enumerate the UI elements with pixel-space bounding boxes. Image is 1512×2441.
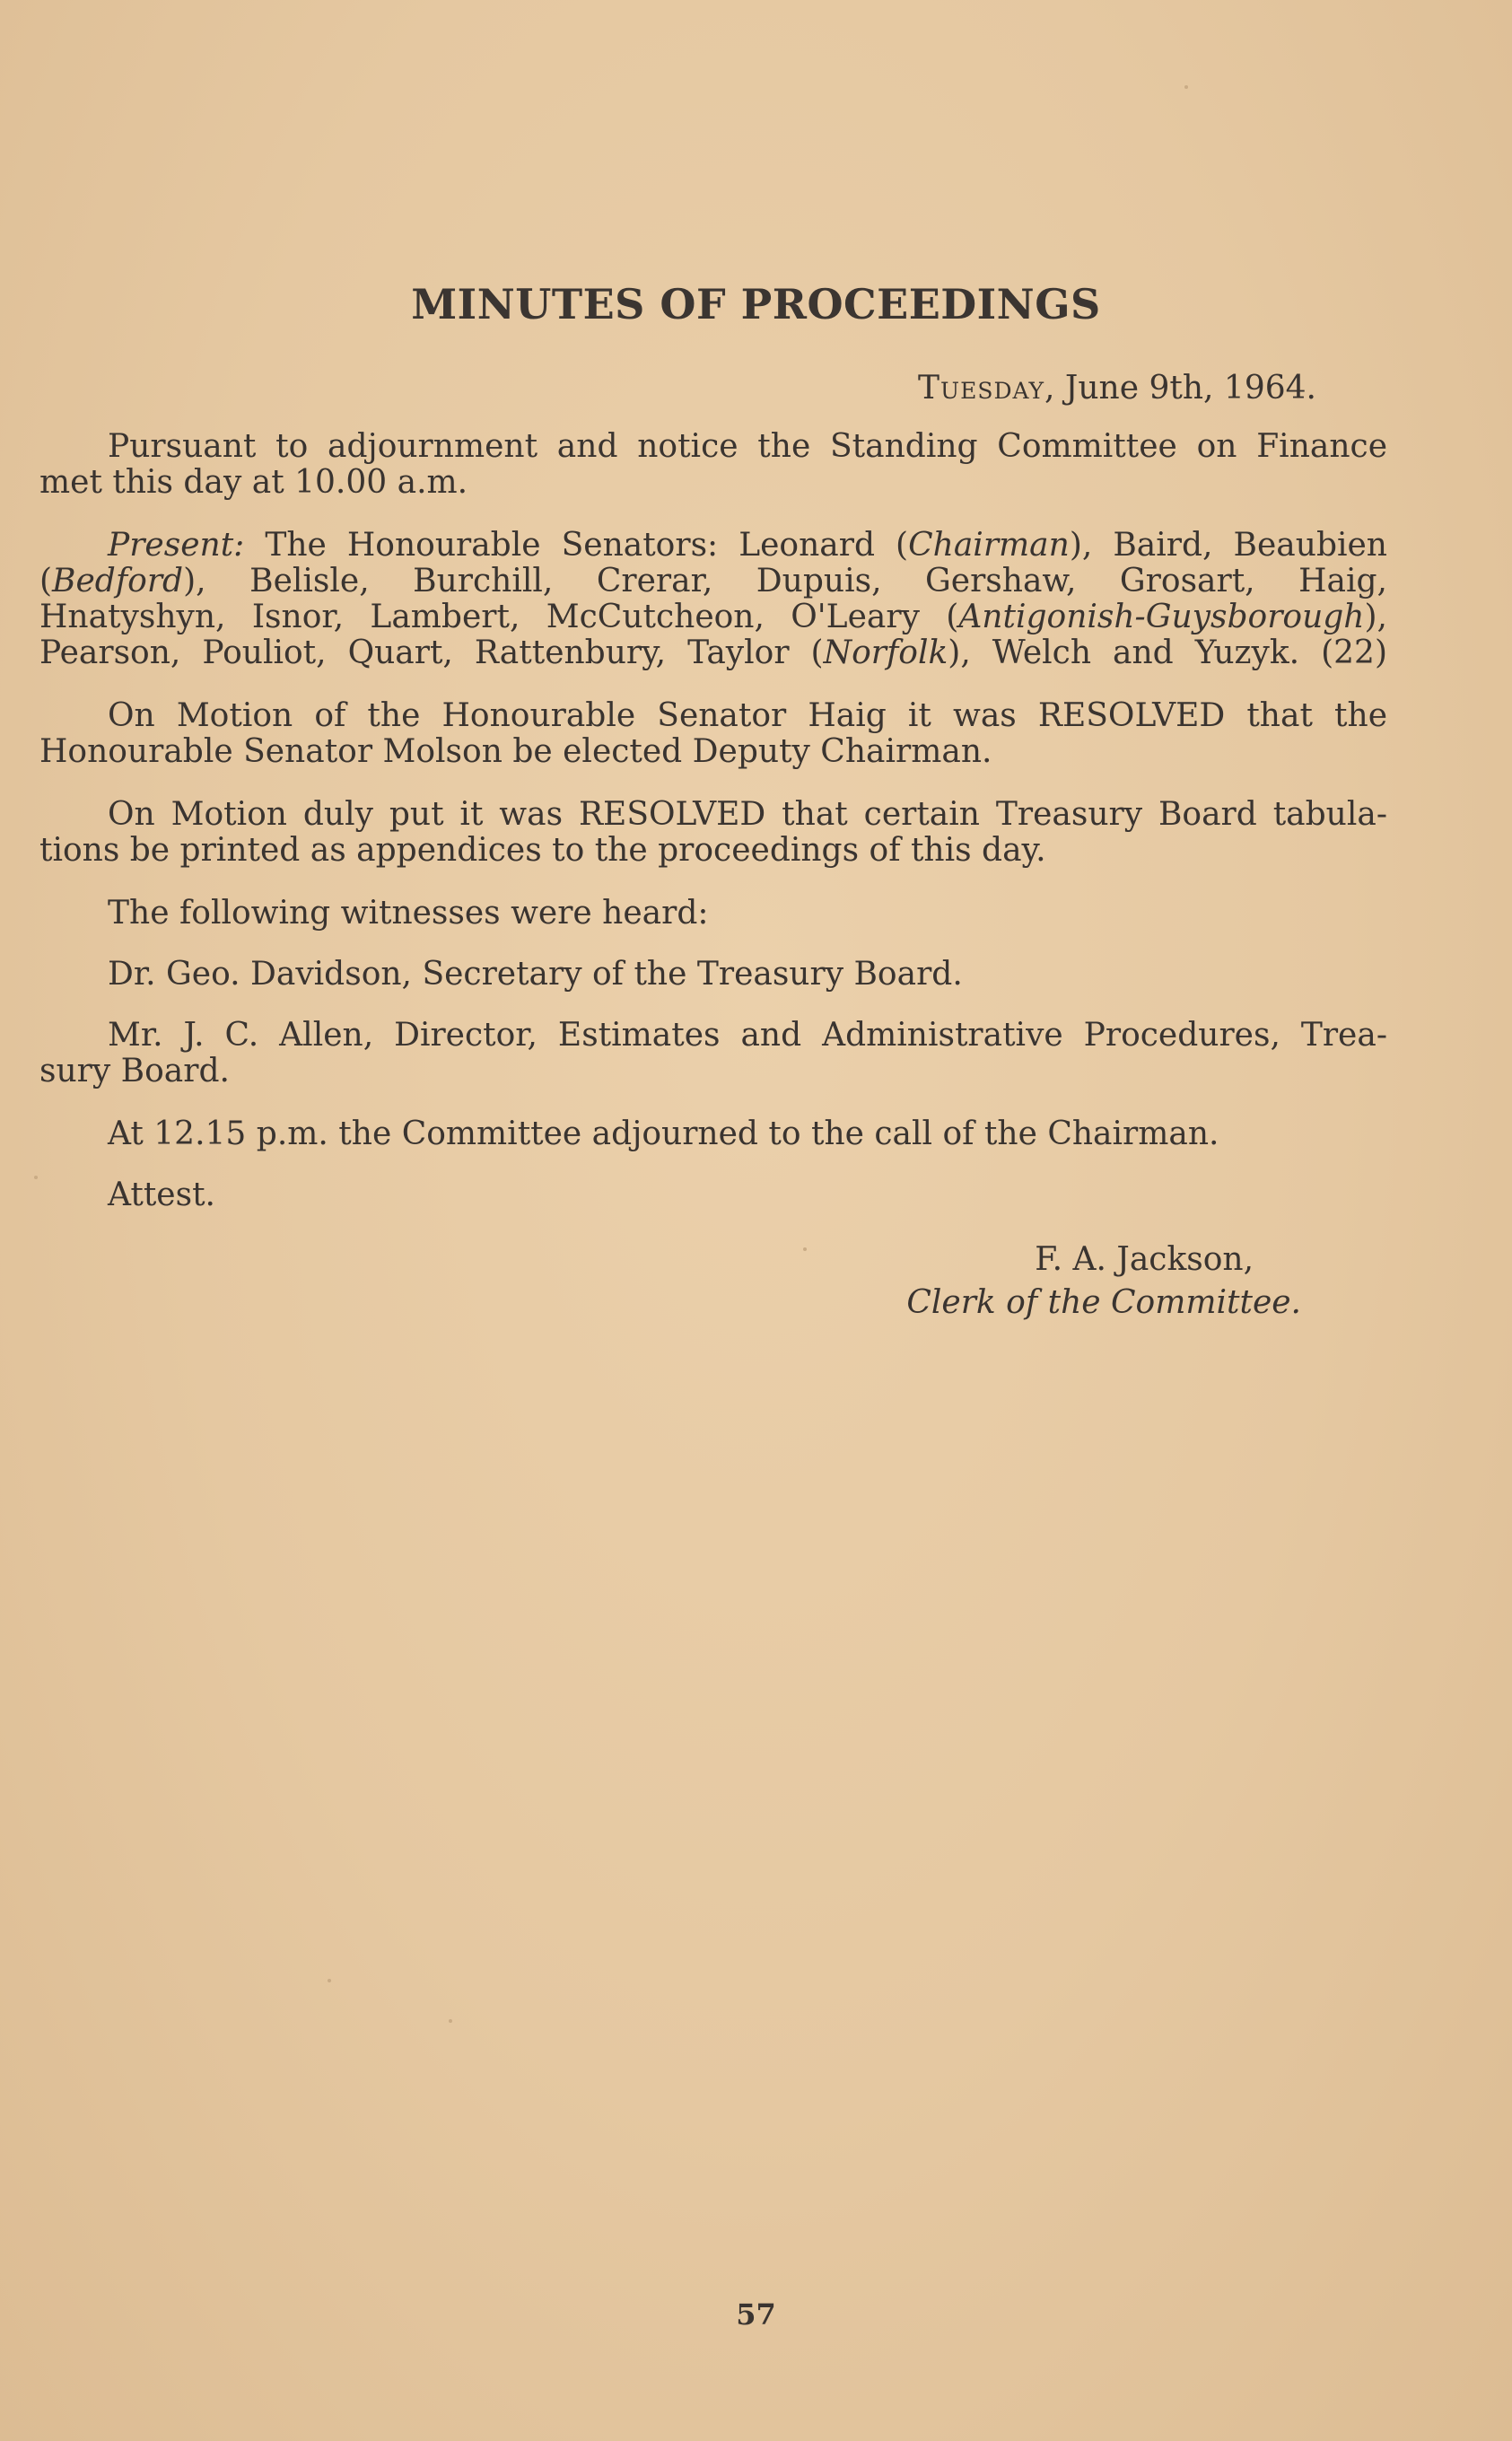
minutes-body [39,429,1387,1238]
witness-allen-line-1: Mr. J. C. Allen, Director, Estimates and Administrative Procedures, Trea- [108,1017,1387,1054]
present-line-4-a: Pearson, Pouliot, Quart, Rattenbury, Taylor ( [39,634,824,671]
present-line-1-a: The Honourable Senators: Leonard ( [244,527,909,564]
present-line-1-b: ), Baird, Beaubien [1069,527,1387,564]
paper-speck [1184,85,1188,89]
opening-line-1: Pursuant to adjournment and notice the Standing Committee on Finance [108,428,1387,465]
appendices-line-1: On Motion duly put it was RESOLVED that certain Treasury Board tabula- [108,796,1387,833]
present-line-2-b: ), Belisle, Burchill, Crerar, Dupuis, Gershaw, Grosart, Haig, [183,563,1387,599]
witness-davidson: Dr. Geo. Davidson, Secretary of the Treasury Board. [108,956,963,993]
present-line-4 [39,635,1387,671]
present-line-1 [39,528,1387,564]
deputy-chairman-paragraph [39,698,1387,770]
appendices-line-2: tions be printed as appendices to the proceedings of this day. [39,832,1046,869]
deputy-line-2: Honourable Senator Molson be elected Deputy Chairman. [39,733,992,770]
page-title: MINUTES OF PROCEEDINGS [411,280,1101,328]
deputy-line-1: On Motion of the Honourable Senator Haig it was RESOLVED that the [108,697,1387,734]
opening-line-2: met this day at 10.00 a.m. [39,464,468,501]
paper-speck [449,2019,452,2023]
adjournment-note: At 12.15 p.m. the Committee adjourned to the call of the Chairman. [108,1116,1219,1152]
present-line-3-b: ), [1364,599,1387,635]
paper-speck [803,1247,807,1251]
present-line-3 [39,599,1387,635]
meeting-weekday: Tuesday [918,370,1045,407]
attest-label: Attest. [108,1177,215,1213]
paper-speck [34,1176,38,1179]
present-paragraph [39,528,1387,671]
signature-role: Clerk of the Committee. [906,1284,1301,1321]
page-number: 57 [736,2297,776,2332]
present-line-2-a: ( [39,563,53,599]
paper-speck [328,1979,331,1982]
signature-block [906,1238,1301,1325]
meeting-date-rest: , June 9th, 1964. [1044,370,1316,407]
present-line-4-b: ), Welch and Yuzyk. (22) [948,634,1387,671]
witnesses-intro: The following witnesses were heard: [108,895,709,932]
present-line-2 [39,564,1387,599]
present-antigonish: Antigonish-Guysborough [958,599,1365,635]
present-bedford: Bedford [52,563,184,599]
present-line-3-a: Hnatyshyn, Isnor, Lambert, McCutcheon, O'Leary ( [39,599,959,635]
meeting-date [918,370,1316,407]
opening-paragraph [39,429,1387,501]
witness-allen-line-2: sury Board. [39,1053,230,1089]
present-chairman: Chairman [908,527,1070,564]
appendices-paragraph [39,797,1387,869]
present-label: Present: [108,527,245,564]
present-norfolk: Norfolk [823,634,948,671]
witness-allen [39,1018,1387,1089]
signature-name: F. A. Jackson, [1035,1241,1254,1278]
